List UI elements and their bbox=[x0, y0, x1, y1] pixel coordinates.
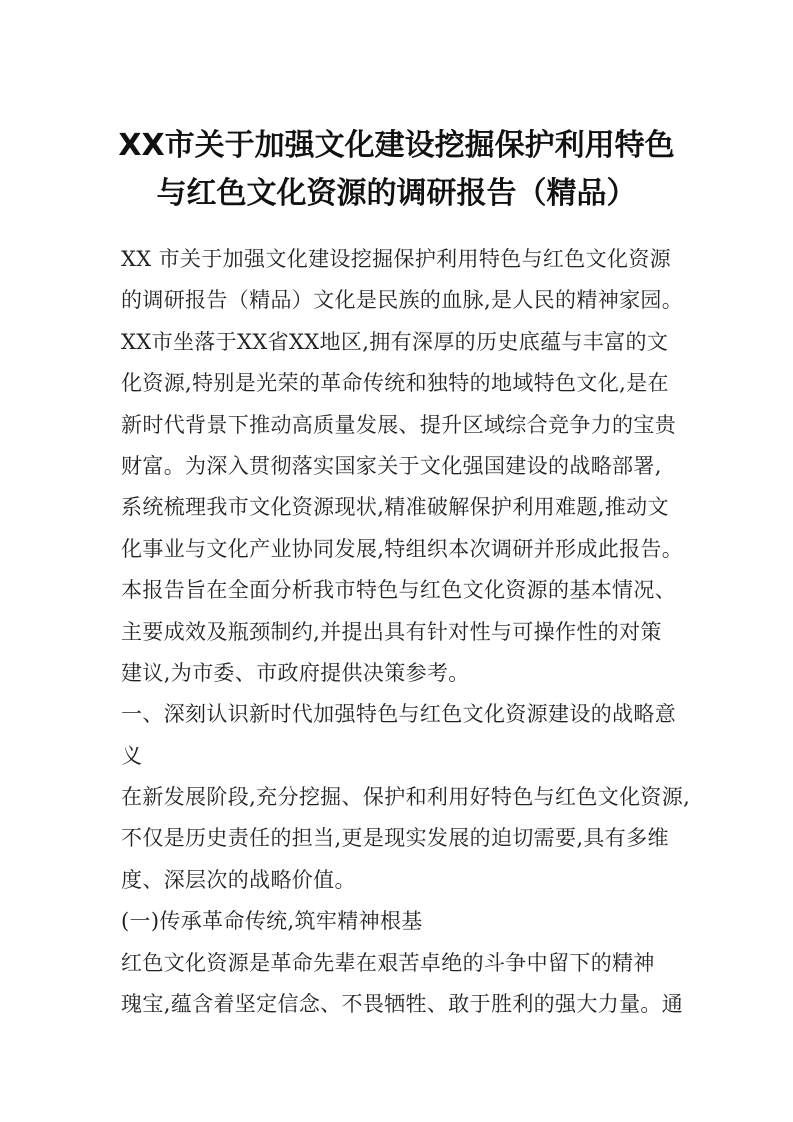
body-line: XX市坐落于XX省XX地区,拥有深厚的历史底蕴与丰富的文 bbox=[121, 329, 669, 354]
body-line: 化事业与文化产业协同发展,特组织本次调研并形成此报告。 bbox=[121, 536, 684, 561]
document-body bbox=[121, 239, 691, 1025]
section-heading-line: 一、深刻认识新时代加强特色与红色文化资源建设的战略意 bbox=[121, 702, 677, 727]
body-line: 瑰宝,蕴含着坚定信念、不畏牺牲、敢于胜利的强大力量。通 bbox=[121, 992, 684, 1017]
body-line: 在新发展阶段,充分挖掘、保护和利用好特色与红色文化资源, bbox=[121, 785, 691, 810]
body-line: 财富。为深入贯彻落实国家关于文化强国建设的战略部署, bbox=[121, 453, 662, 478]
body-line: 新时代背景下推动高质量发展、提升区域综合竞争力的宝贵 bbox=[121, 412, 677, 437]
body-line: 的调研报告（精品）文化是民族的血脉,是人民的精神家园。 bbox=[121, 288, 684, 313]
body-line: 主要成效及瓶颈制约,并提出具有针对性与可操作性的对策 bbox=[121, 619, 662, 644]
body-line: 红色文化资源是革命先辈在艰苦卓绝的斗争中留下的精神 bbox=[121, 950, 655, 975]
body-line: 本报告旨在全面分析我市特色与红色文化资源的基本情况、 bbox=[121, 578, 677, 603]
body-line: 化资源,特别是光荣的革命传统和独特的地域特色文化,是在 bbox=[121, 371, 669, 396]
body-line: 不仅是历史责任的担当,更是现实发展的迫切需要,具有多维 bbox=[121, 826, 669, 851]
document-title-line-1: XX市关于加强文化建设挖掘保护利用特色 bbox=[118, 128, 675, 163]
body-line: 建议,为市委、市政府提供决策参考。 bbox=[121, 660, 470, 685]
body-line: XX 市关于加强文化建设挖掘保护利用特色与红色文化资源 bbox=[121, 247, 672, 271]
document-title-line-2: 与红色文化资源的调研报告（精品） bbox=[156, 176, 637, 211]
subsection-heading: (一)传承革命传统,筑牢精神根基 bbox=[121, 909, 423, 934]
body-line: 系统梳理我市文化资源现状,精准破解保护利用难题,推动文 bbox=[121, 495, 669, 520]
body-line: 度、深层次的战略价值。 bbox=[121, 867, 356, 892]
section-heading-line: 义 bbox=[121, 743, 143, 768]
